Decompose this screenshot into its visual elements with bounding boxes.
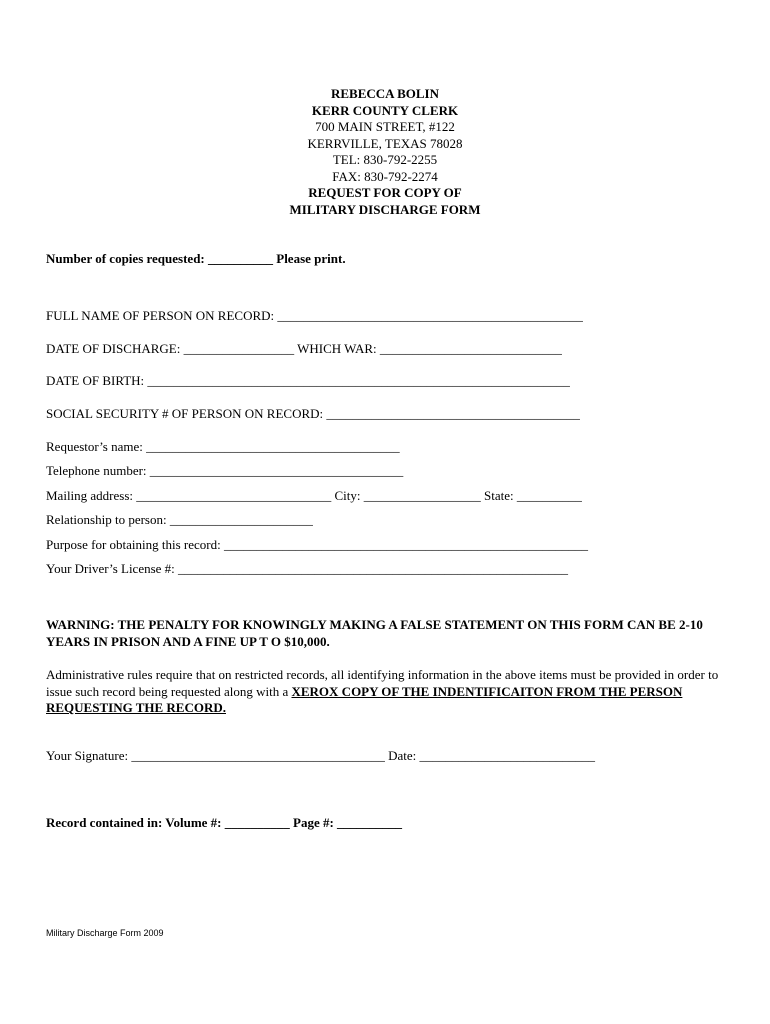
- purpose-field[interactable]: Purpose for obtaining this record: ________________________________________________________: [46, 537, 588, 552]
- full-name-field[interactable]: FULL NAME OF PERSON ON RECORD: _______________________________________________: [46, 308, 583, 323]
- record-volume-page-field[interactable]: Record contained in: Volume #: __________ Page #: __________: [46, 815, 403, 830]
- copies-requested-field[interactable]: Number of copies requested: __________ Please print.: [46, 251, 346, 266]
- relationship-field[interactable]: Relationship to person: ______________________: [46, 512, 313, 527]
- discharge-date-field[interactable]: DATE OF DISCHARGE: _________________ WHICH WAR: ____________________________: [46, 341, 562, 356]
- drivers-license-field[interactable]: Your Driver’s License #: ____________________________________________________________: [46, 561, 569, 576]
- form-title-line1: REQUEST FOR COPY OF: [308, 185, 462, 200]
- telephone: TEL: 830-792-2255: [332, 152, 438, 167]
- street-address: 700 MAIN STREET, #122: [315, 119, 455, 134]
- clerk-name: REBECCA BOLIN: [331, 86, 439, 101]
- admin-underlined-text: XEROX COPY OF THE INDENTIFICAITON FROM THE PERSON REQUESTING THE RECORD.: [46, 683, 683, 715]
- city-address: KERRVILLE, TEXAS 78028: [307, 135, 463, 151]
- requestor-name-field[interactable]: Requestor’s name: _______________________________________: [46, 439, 400, 454]
- letterhead: [0, 86, 770, 218]
- signature-date-field[interactable]: Your Signature: _______________________________________ Date: ___________________________: [46, 748, 596, 763]
- office-name: KERR COUNTY CLERK: [311, 102, 459, 118]
- fax: FAX: 830-792-2274: [332, 168, 438, 184]
- penalty-warning: WARNING: THE PENALTY FOR KNOWINGLY MAKING A FALSE STATEMENT ON THIS FORM CAN BE 2-10 YEARS IN PRISON AND A FINE UP T O $10,000.: [46, 617, 703, 649]
- admin-text: Administrative rules require that on restricted records, all identifying information in the above items must be provided in order to issue such record being requested along with a: [46, 667, 719, 699]
- administrative-notice: [46, 667, 726, 717]
- telephone-number-field[interactable]: Telephone number: _______________________________________: [46, 463, 404, 478]
- form-footer: Military Discharge Form 2009: [46, 928, 164, 938]
- ssn-field[interactable]: SOCIAL SECURITY # OF PERSON ON RECORD: _______________________________________: [46, 406, 580, 421]
- form-title-line2: MILITARY DISCHARGE FORM: [289, 201, 481, 217]
- mailing-address-field[interactable]: Mailing address: ______________________________ City: __________________ State: __________: [46, 488, 582, 503]
- birth-date-field[interactable]: DATE OF BIRTH: _________________________________________________________________: [46, 373, 570, 388]
